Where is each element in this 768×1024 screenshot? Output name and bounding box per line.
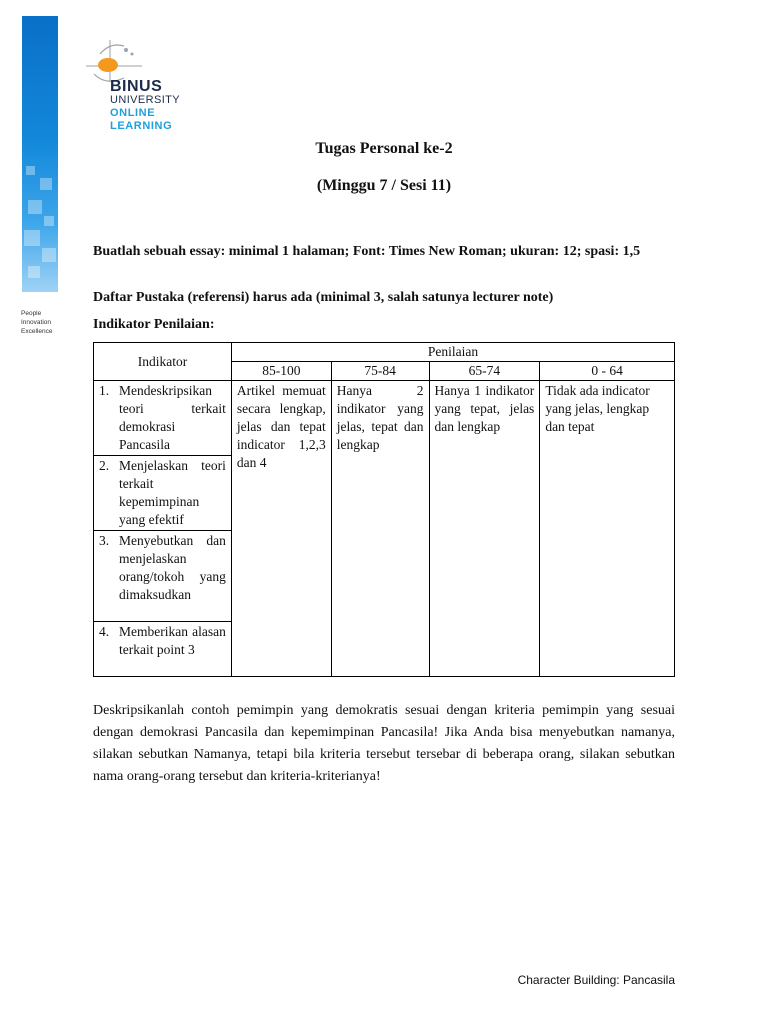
logo-binus: BINUS [110,78,163,95]
logo-university: UNIVERSITY [110,94,181,106]
criteria-75-84: Hanya 2 indikator yang jelas, tepat dan lengkap [331,381,429,677]
indicator-cell: 4. Memberikan alasan terkait point 3 [94,622,232,677]
indicator-cell: 1. Mendeskripsikan teori terkait demokrasi Pancasila [94,381,232,456]
header-indicator: Indikator [94,343,232,381]
criteria-85-100: Artikel memuat secara lengkap, jelas dan tepat indicator 1,2,3 dan 4 [231,381,331,677]
indicator-cell: 2. Menjelaskan teori terkait kepemimpinan yang efektif [94,456,232,531]
reference-instruction: Daftar Pustaka (referensi) harus ada (minimal 3, salah satunya lecturer note) [93,290,554,305]
indicator-cell: 3. Menyebutkan dan menjelaskan orang/tokoh yang dimaksudkan [94,531,232,622]
header-assessment: Penilaian [231,343,674,362]
document-subtitle: (Minggu 7 / Sesi 11) [316,177,452,194]
document-title: Tugas Personal ke-2 [315,140,453,157]
logo-learning: LEARNING [110,120,173,132]
essay-instruction: Buatlah sebuah essay: minimal 1 halaman; Font: Times New Roman; ukuran: 12; spasi: 1,5 [93,244,641,259]
tagline: People Innovation Excellence [21,310,53,335]
binus-logo [80,36,200,136]
range-header: 65-74 [429,362,540,381]
criteria-65-74: Hanya 1 indikator yang tepat, jelas dan lengkap [429,381,540,677]
range-header: 85-100 [231,362,331,381]
page-footer: Character Building: Pancasila [517,973,675,987]
indicator-text: Memberikan alasan terkait point 3 [119,624,226,657]
range-header: 0 - 64 [540,362,675,381]
essay-question: Deskripsikanlah contoh pemimpin yang demokratis sesuai dengan kriteria pemimpin yang sesuai dengan demokrasi Pancasila dan kepemimpinan Pancasila! Jika Anda bisa menyebutkan namanya, silakan sebutkan Namanya, tetapi bila kriteria tersebut tersebar di beberapa orang, silakan sebutkan nama orang-orang tersebut dan kriteria-kriterianya! [93,703,675,784]
criteria-0-64: Tidak ada indicator yang jelas, lengkap dan tepat [540,381,675,677]
indicator-heading: Indikator Penilaian: [93,317,215,332]
indicator-text: Menjelaskan teori terkait kepemimpinan yang efektif [119,458,226,527]
indicator-text: Mendeskripsikan teori terkait demokrasi Pancasila [119,383,226,452]
rubric-table [93,342,675,677]
range-header: 75-84 [331,362,429,381]
indicator-text: Menyebutkan dan menjelaskan orang/tokoh yang dimaksudkan [119,533,226,602]
logo-online: ONLINE [110,107,156,119]
